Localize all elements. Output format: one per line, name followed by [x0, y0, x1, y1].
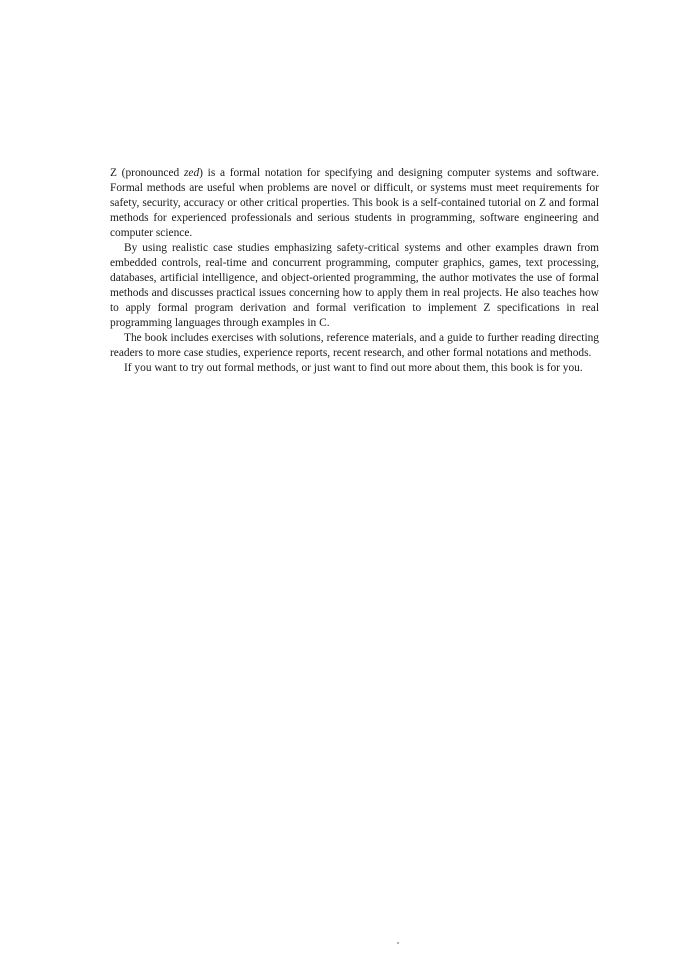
body-text: [110, 166, 599, 376]
paragraph-intro-rest: ) is a formal notation for specifying and designing computer systems and software. Formal methods are useful when problems are novel or difficult, or systems must meet requirements for safety, security, accuracy or other critical properties. This book is a self-contained tutorial on Z and formal methods for experienced professionals and serious students in programming, software engineering and computer science.: [110, 167, 599, 239]
paragraph-case-studies: By using realistic case studies emphasizing safety-critical systems and other examples drawn from embedded controls, real-time and concurrent programming, computer graphics, games, text processing, databases, artificial intelligence, and object-oriented programming, the author motivates the use of formal methods and discusses practical issues concerning how to apply them in real projects. He also teaches how to apply formal program derivation and formal verification to implement Z specifications in real programming languages through examples in C.: [110, 242, 599, 329]
paragraph-intro-start: Z (pronounced: [110, 167, 184, 179]
page-mark: [397, 942, 399, 944]
pronunciation-term: zed: [183, 167, 200, 179]
paragraph-contents: The book includes exercises with solutions, reference materials, and a guide to further reading directing readers to more case studies, experience reports, recent research, and other formal notations and methods.: [110, 332, 599, 359]
paragraph-intro: [110, 166, 599, 241]
paragraph-closing: If you want to try out formal methods, or just want to find out more about them, this book is for you.: [124, 362, 583, 374]
